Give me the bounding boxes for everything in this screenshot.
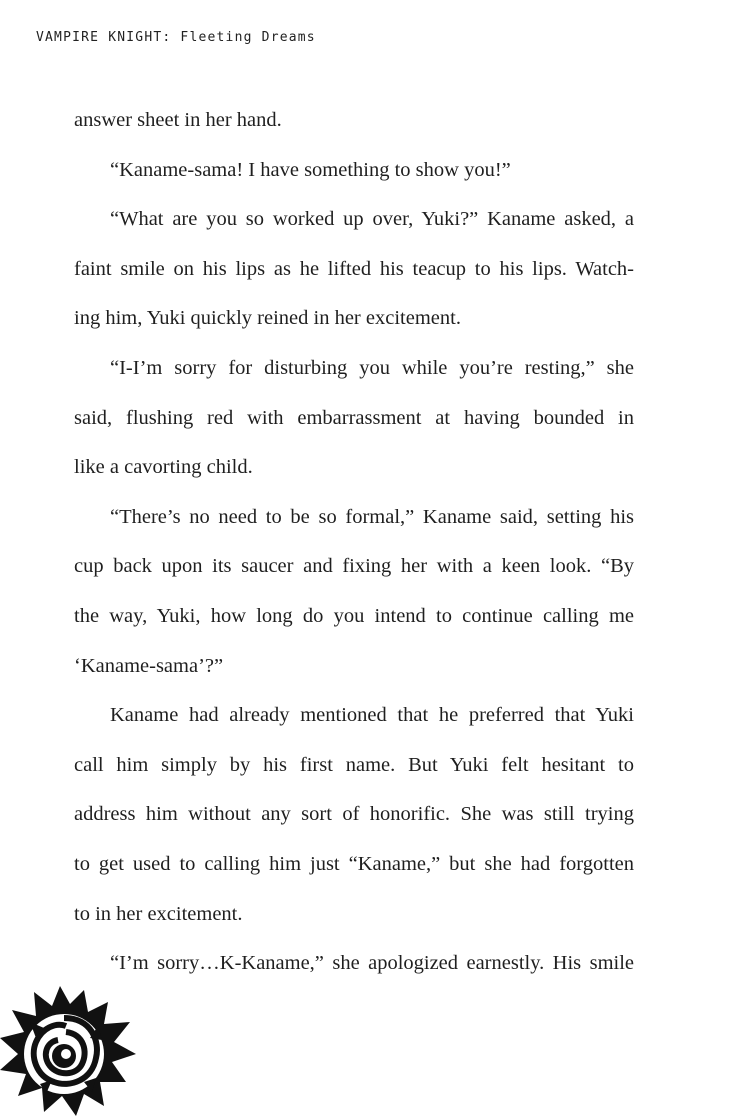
text-line: cup back upon its saucer and fixing her with a keen look. “By: [74, 555, 634, 578]
book-text: [74, 96, 634, 989]
text-line: ‘Kaname-sama’?”: [74, 654, 224, 677]
text-line: “Kaname-sama! I have something to show you!”: [110, 158, 511, 181]
text-line: the way, Yuki, how long do you intend to continue calling me: [74, 604, 634, 627]
text-line: answer sheet in her hand.: [74, 109, 282, 131]
text-line: to get used to calling him just “Kaname,” but she had forgotten: [74, 852, 634, 875]
text-line: “There’s no need to be so formal,” Kaname said, setting his: [110, 505, 634, 528]
text-line: “I-I’m sorry for disturbing you while you’re resting,” she: [110, 356, 634, 379]
text-line: faint smile on his lips as he lifted his teacup to his lips. Watch-: [74, 257, 634, 280]
text-line: “I’m sorry…K-Kaname,” she apologized earnestly. His smile: [110, 952, 634, 975]
text-line: call him simply by his first name. But Yuki felt hesitant to: [74, 753, 634, 776]
text-line: address him without any sort of honorific. She was still trying: [74, 803, 634, 826]
text-line: like a cavorting child.: [74, 456, 253, 479]
text-line: Kaname had already mentioned that he preferred that Yuki: [110, 704, 634, 727]
text-line: “What are you so worked up over, Yuki?” Kaname asked, a: [110, 208, 634, 231]
text-line: ing him, Yuki quickly reined in her excitement.: [74, 307, 461, 330]
rose-ornament-icon: [0, 982, 140, 1116]
text-line: said, flushing red with embarrassment at having bounded in: [74, 406, 634, 429]
running-header: VAMPIRE KNIGHT: Fleeting Dreams: [36, 30, 316, 45]
text-line: to in her excitement.: [74, 902, 243, 925]
